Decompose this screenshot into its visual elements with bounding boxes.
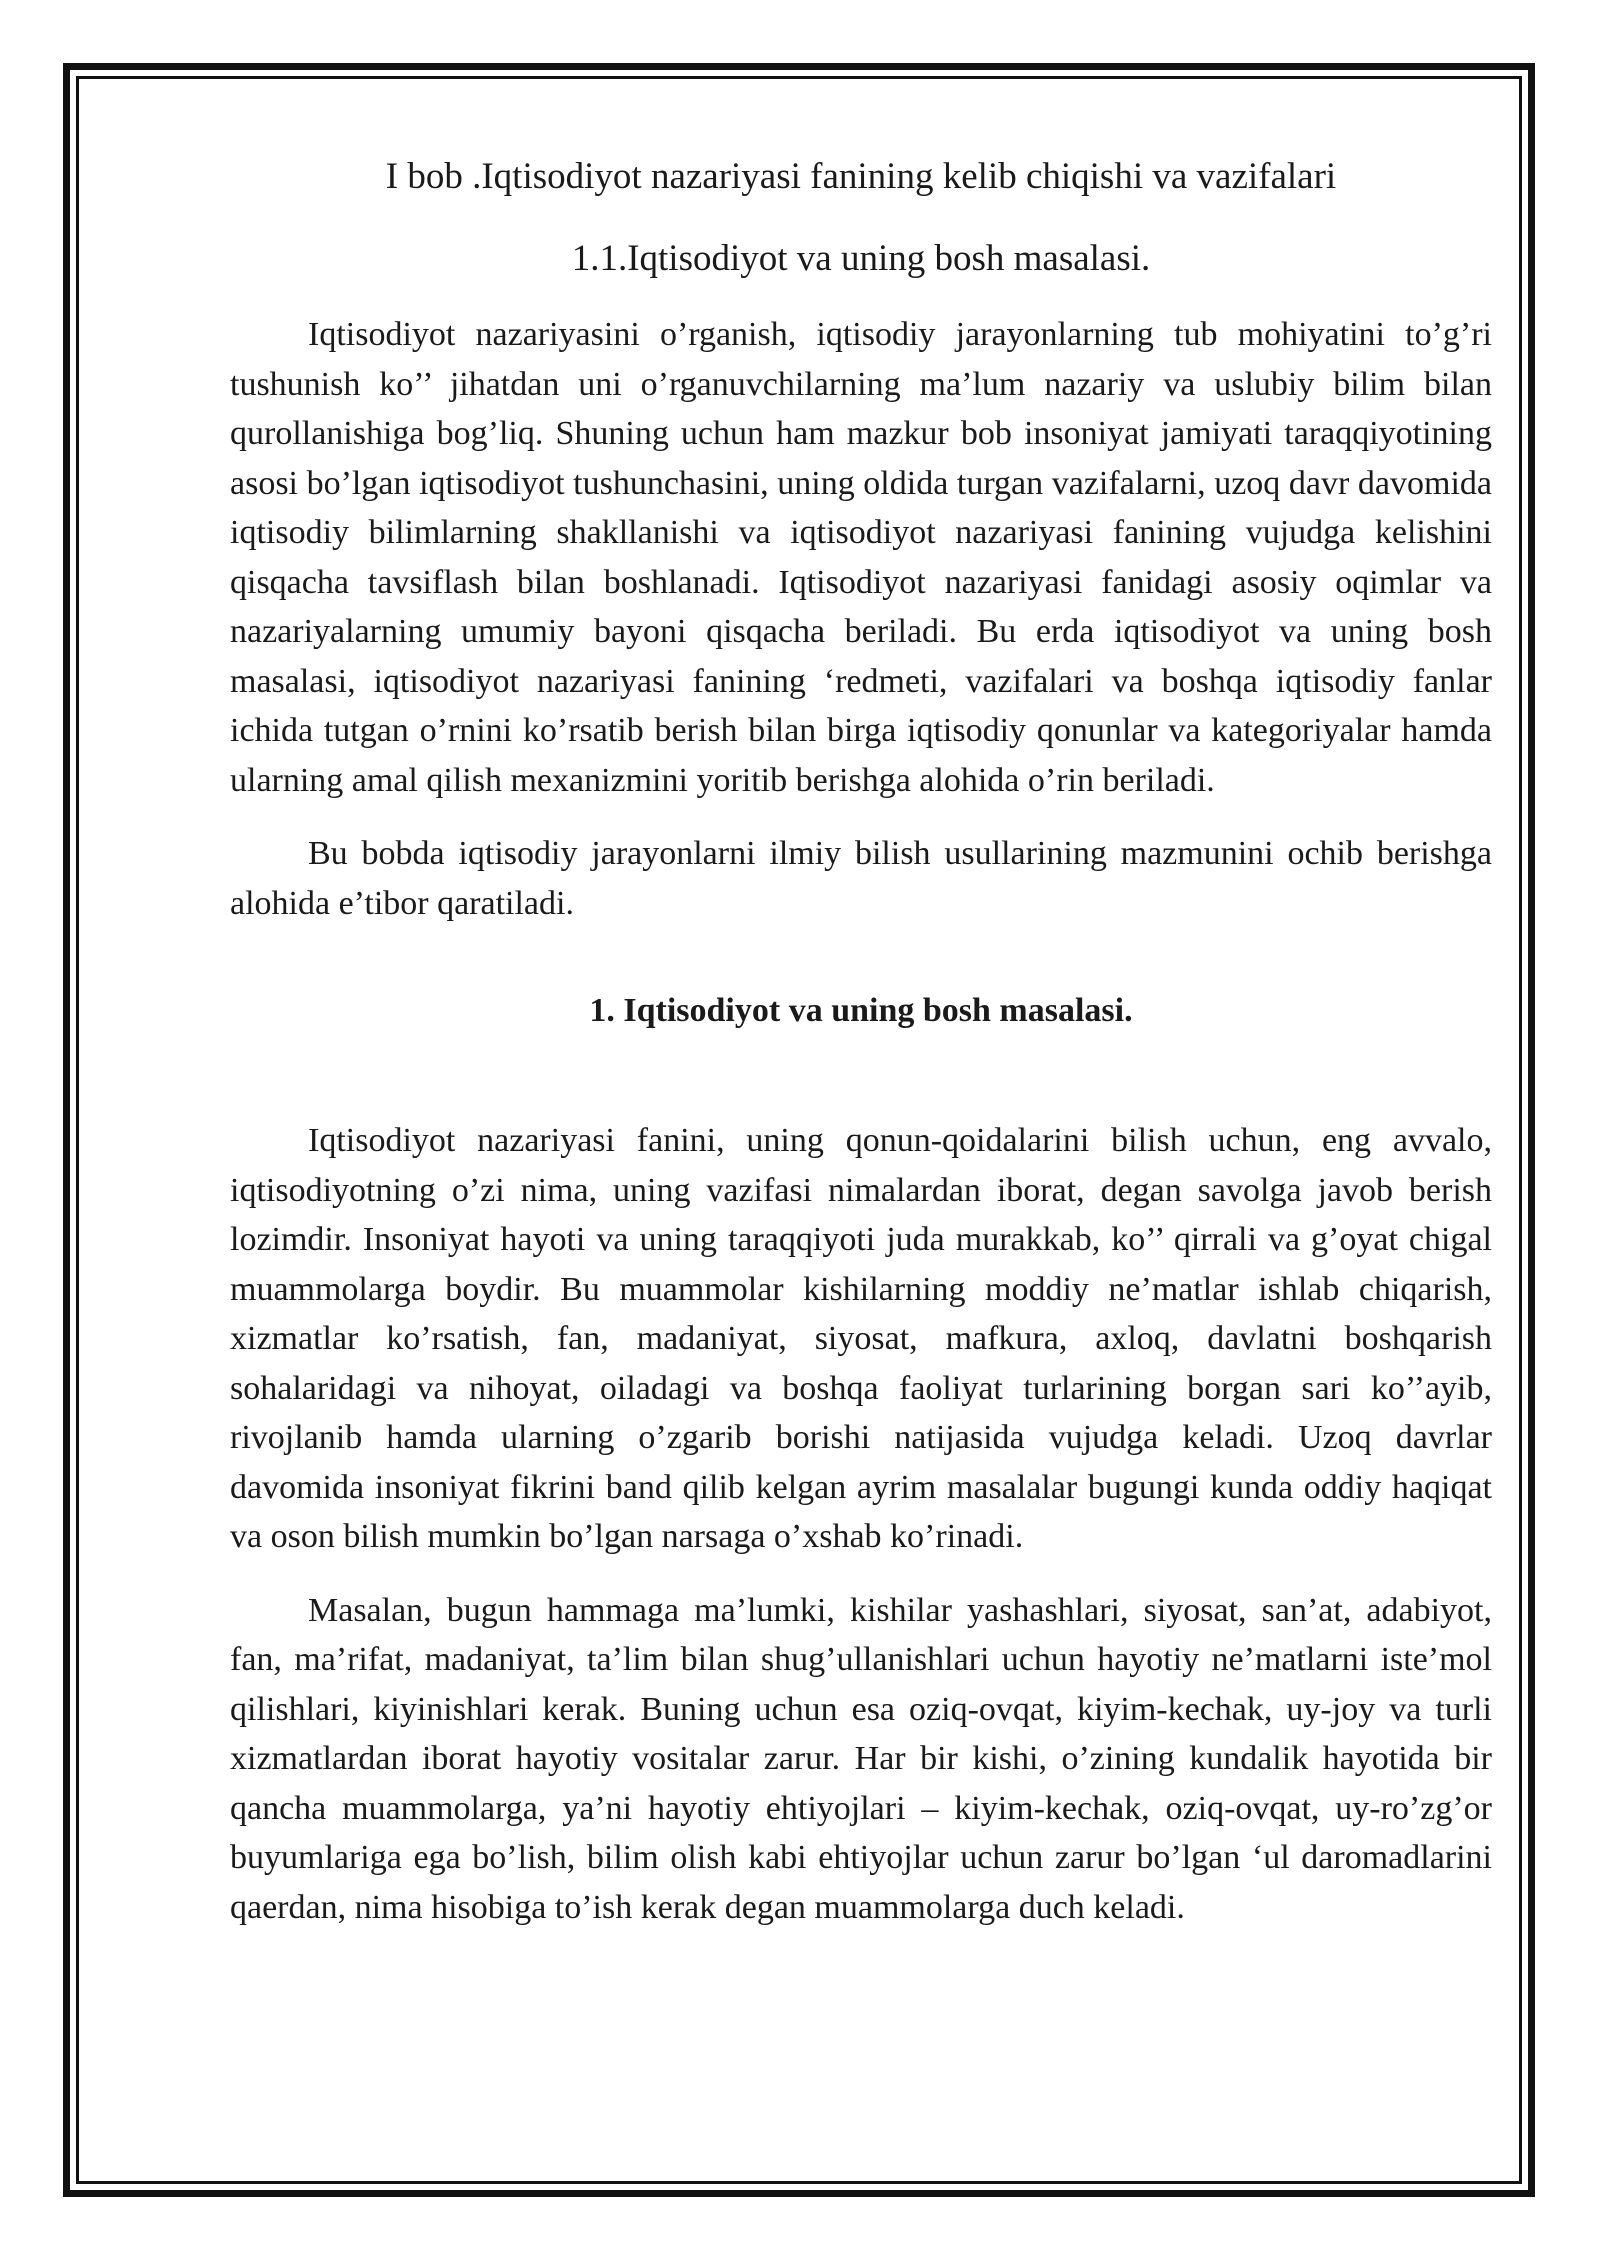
section-heading: 1. Iqtisodiyot va uning bosh masalasi. (589, 992, 1133, 1029)
chapter-title: I bob .Iqtisodiyot nazariyasi fanining kelib chiqishi va vazifalari (385, 156, 1337, 197)
page-content (230, 152, 1492, 1932)
section-subtitle: 1.1.Iqtisodiyot va uning bosh masalasi. (571, 238, 1151, 279)
body-paragraph: Iqtisodiyot nazariyasi fanini, uning qonun-qoidalarini bilish uchun, eng avvalo, iqtisodiyotning o’zi nima, uning vazifasi nimalardan iborat, degan savolga javob berish lozimdir. Insoniyat hayoti va uning taraqqiyoti juda murakkab, ko’’ qirrali va g’oyat chigal muammolarga boydir. Bu muammolar kishilarning moddiy ne’matlar ishlab chiqarish, xizmatlar ko’rsatish, fan, madaniyat, siyosat, mafkura, axloq, davlatni boshqarish sohalaridagi va nihoyat, oiladagi va boshqa faoliyat turlarining borgan sari ko’’ayib, rivojlanib hamda ularning o’zgarib borishi natijasida vujudga keladi. Uzoq davrlar davomida insoniyat fikrini band qilib kelgan ayrim masalalar bugungi kunda oddiy haqiqat va oson bilish mumkin bo’lgan narsaga o’xshab ko’rinadi. (230, 1122, 1492, 1555)
body-paragraph: Masalan, bugun hammaga ma’lumki, kishilar yashashlari, siyosat, san’at, adabiyot, fan, ma’rifat, madaniyat, ta’lim bilan shug’ullanishlari uchun hayotiy ne’matlarni iste’mol qilishlari, kiyinishlari kerak. Buning uchun esa oziq-ovqat, kiyim-kechak, uy-joy va turli xizmatlardan iborat hayotiy vositalar zarur. Har bir kishi, o’zining kundalik hayotida bir qancha muammolarga, ya’ni hayotiy ehtiyojlari – kiyim-kechak, oziq-ovqat, uy-ro’zg’or buyumlariga ega bo’lish, bilim olish kabi ehtiyojlar uchun zarur bo’lgan ‘ul daromadlarini qaerdan, nima hisobiga to’ish kerak degan muammolarga duch keladi. (230, 1591, 1492, 1926)
intro-paragraph: Iqtisodiyot nazariyasini o’rganish, iqtisodiy jarayonlarning tub mohiyatini to’g’ri tushunish ko’’ jihatdan uni o’rganuvchilarning ma’lum nazariy va uslubiy bilim bilan qurollanishiga bog’liq. Shuning uchun ham mazkur bob insoniyat jamiyati taraqqiyotining asosi bo’lgan iqtisodiyot tushunchasini, uning oldida turgan vazifalarni, uzoq davr davomida iqtisodiy bilimlarning shakllanishi va iqtisodiyot nazariyasi fanining vujudga kelishini qisqacha tavsiflash bilan boshlanadi. Iqtisodiyot nazariyasi fanidagi asosiy oqimlar va nazariyalarning umumiy bayoni qisqacha beriladi. Bu erda iqtisodiyot va uning bosh masalasi, iqtisodiyot nazariyasi fanining ‘redmeti, vazifalari va boshqa iqtisodiy fanlar ichida tutgan o’rnini ko’rsatib berish bilan birga iqtisodiy qonunlar va kategoriyalar hamda ularning amal qilish mexanizmini yoritib berishga alohida o’rin beriladi. (230, 316, 1492, 799)
intro-paragraph: Bu bobda iqtisodiy jarayonlarni ilmiy bilish usullarining mazmunini ochib berishga alohida e’tibor qaratiladi. (230, 835, 1492, 922)
